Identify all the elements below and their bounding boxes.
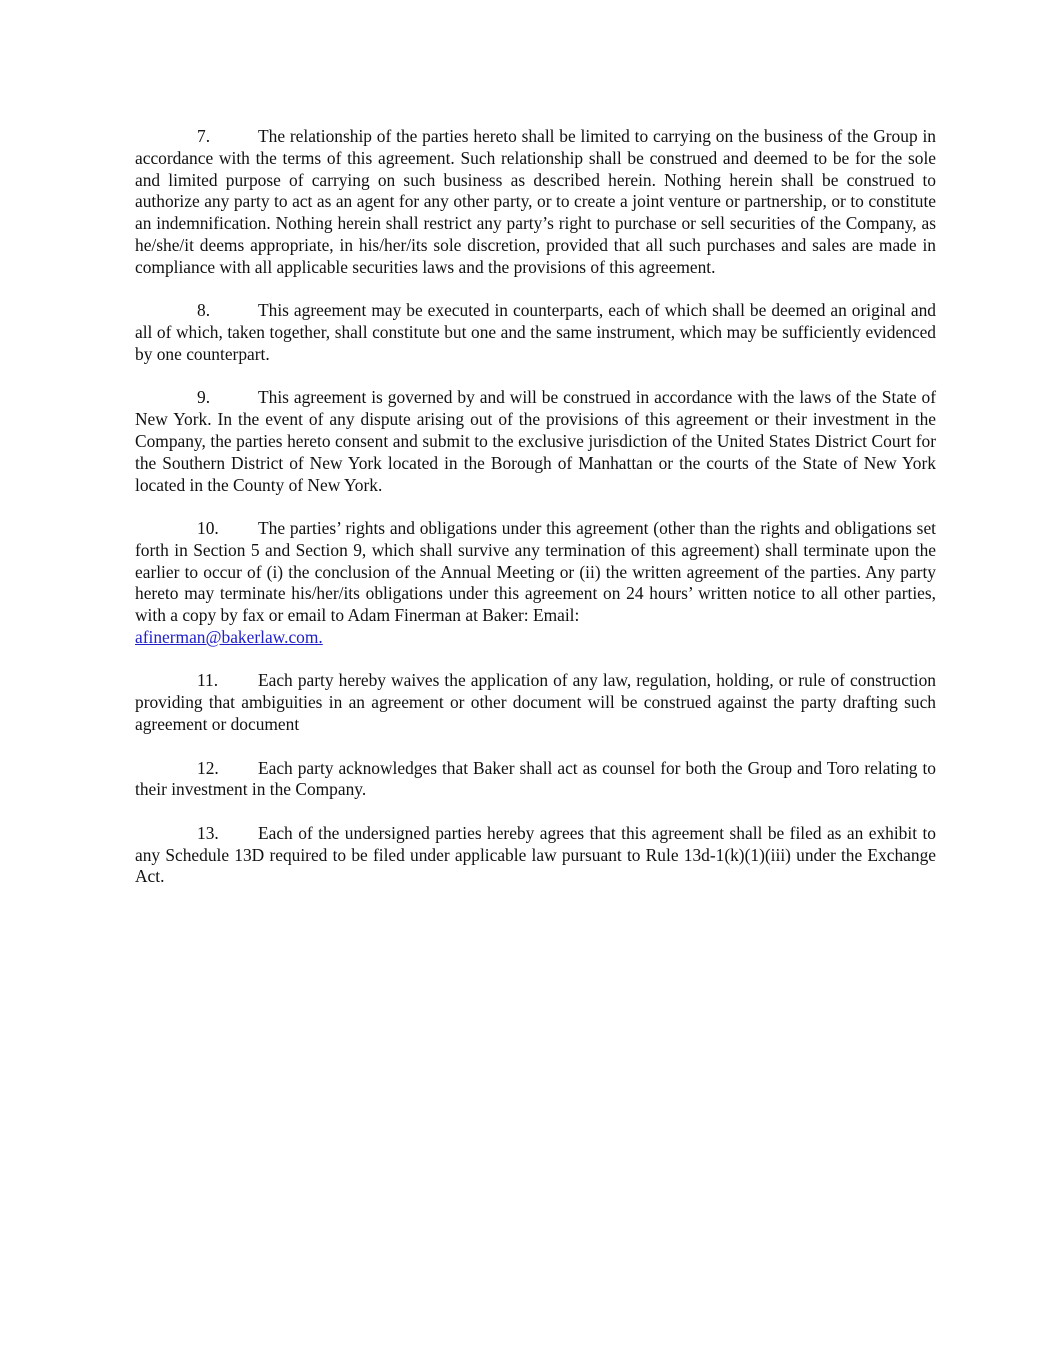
paragraph-text: This agreement may be executed in counterparts, each of which shall be deemed an original and all of which, taken together, shall constitute but one and the same instrument, which may be sufficiently evidenced by one counterpart.: [135, 300, 936, 364]
paragraph-text: Each of the undersigned parties hereby agrees that this agreement shall be filed as an exhibit to any Schedule 13D required to be filed under applicable law pursuant to Rule 13d-1(k)(1)(iii) under the Exchange Act.: [135, 822, 936, 887]
email-link[interactable]: afinerman@bakerlaw.com.: [135, 627, 323, 647]
paragraph-text: Each party hereby waives the application of any law, regulation, holding, or rule of construction providing that ambiguities in an agreement or other document will be construed against the party drafting such agreement or document: [135, 670, 936, 735]
paragraph-11: [135, 670, 936, 735]
paragraph-12: [135, 758, 936, 802]
paragraph-text: This agreement is governed by and will be construed in accordance with the laws of the State of New York. In the event of any dispute arising out of the provisions of this agreement or their investment in the Company, the parties hereto consent and submit to the exclusive jurisdiction of the United States District Court for the Southern District of New York located in the Borough of Manhattan or the courts of the State of New York located in the County of New York.: [135, 387, 936, 495]
paragraph-number: 7.: [197, 126, 211, 146]
paragraph-number: 11.: [197, 670, 219, 691]
paragraph-number: 9.: [197, 387, 211, 408]
paragraph-number: 12.: [197, 757, 219, 778]
paragraph-number: 8.: [197, 300, 211, 321]
paragraph-8: [135, 300, 936, 365]
paragraph-number: 10.: [197, 518, 219, 539]
paragraph-13: [135, 823, 936, 888]
document-page: [135, 126, 936, 910]
paragraph-7: [135, 126, 936, 279]
paragraph-text: The parties’ rights and obligations under this agreement (other than the rights and obligations set forth in Section 5 and Section 9, which shall survive any termination of this agreement) shall terminate upon the earlier to occur of (i) the conclusion of the Annual Meeting or (ii) the written agreement of the parties. Any party hereto may terminate his/her/its obligations under this agreement on 24 hours’ written notice to all other parties, with a copy by fax or email to Adam Finerman at Baker: Email:: [135, 518, 936, 626]
paragraph-9: [135, 387, 936, 496]
paragraph-10: [135, 518, 936, 649]
paragraph-number: 13.: [197, 822, 219, 843]
paragraph-text: Each party acknowledges that Baker shall act as counsel for both the Group and Toro relating to their investment in the Company.: [135, 757, 936, 800]
paragraph-text: The relationship of the parties hereto shall be limited to carrying on the business of the Group in accordance with the terms of this agreement. Such relationship shall be construed and deemed to be for the sole and limited purpose of carrying on such business as described herein. Nothing herein shall be construed to authorize any party to act as an agent for any other party, or to create a joint venture or partnership, or to constitute an indemnification. Nothing herein shall restrict any party’s right to purchase or sell securities of the Company, as he/she/it deems appropriate, in his/her/its sole discretion, provided that all such purchases and sales are made in compliance with all applicable securities laws and the provisions of this agreement.: [135, 126, 936, 277]
